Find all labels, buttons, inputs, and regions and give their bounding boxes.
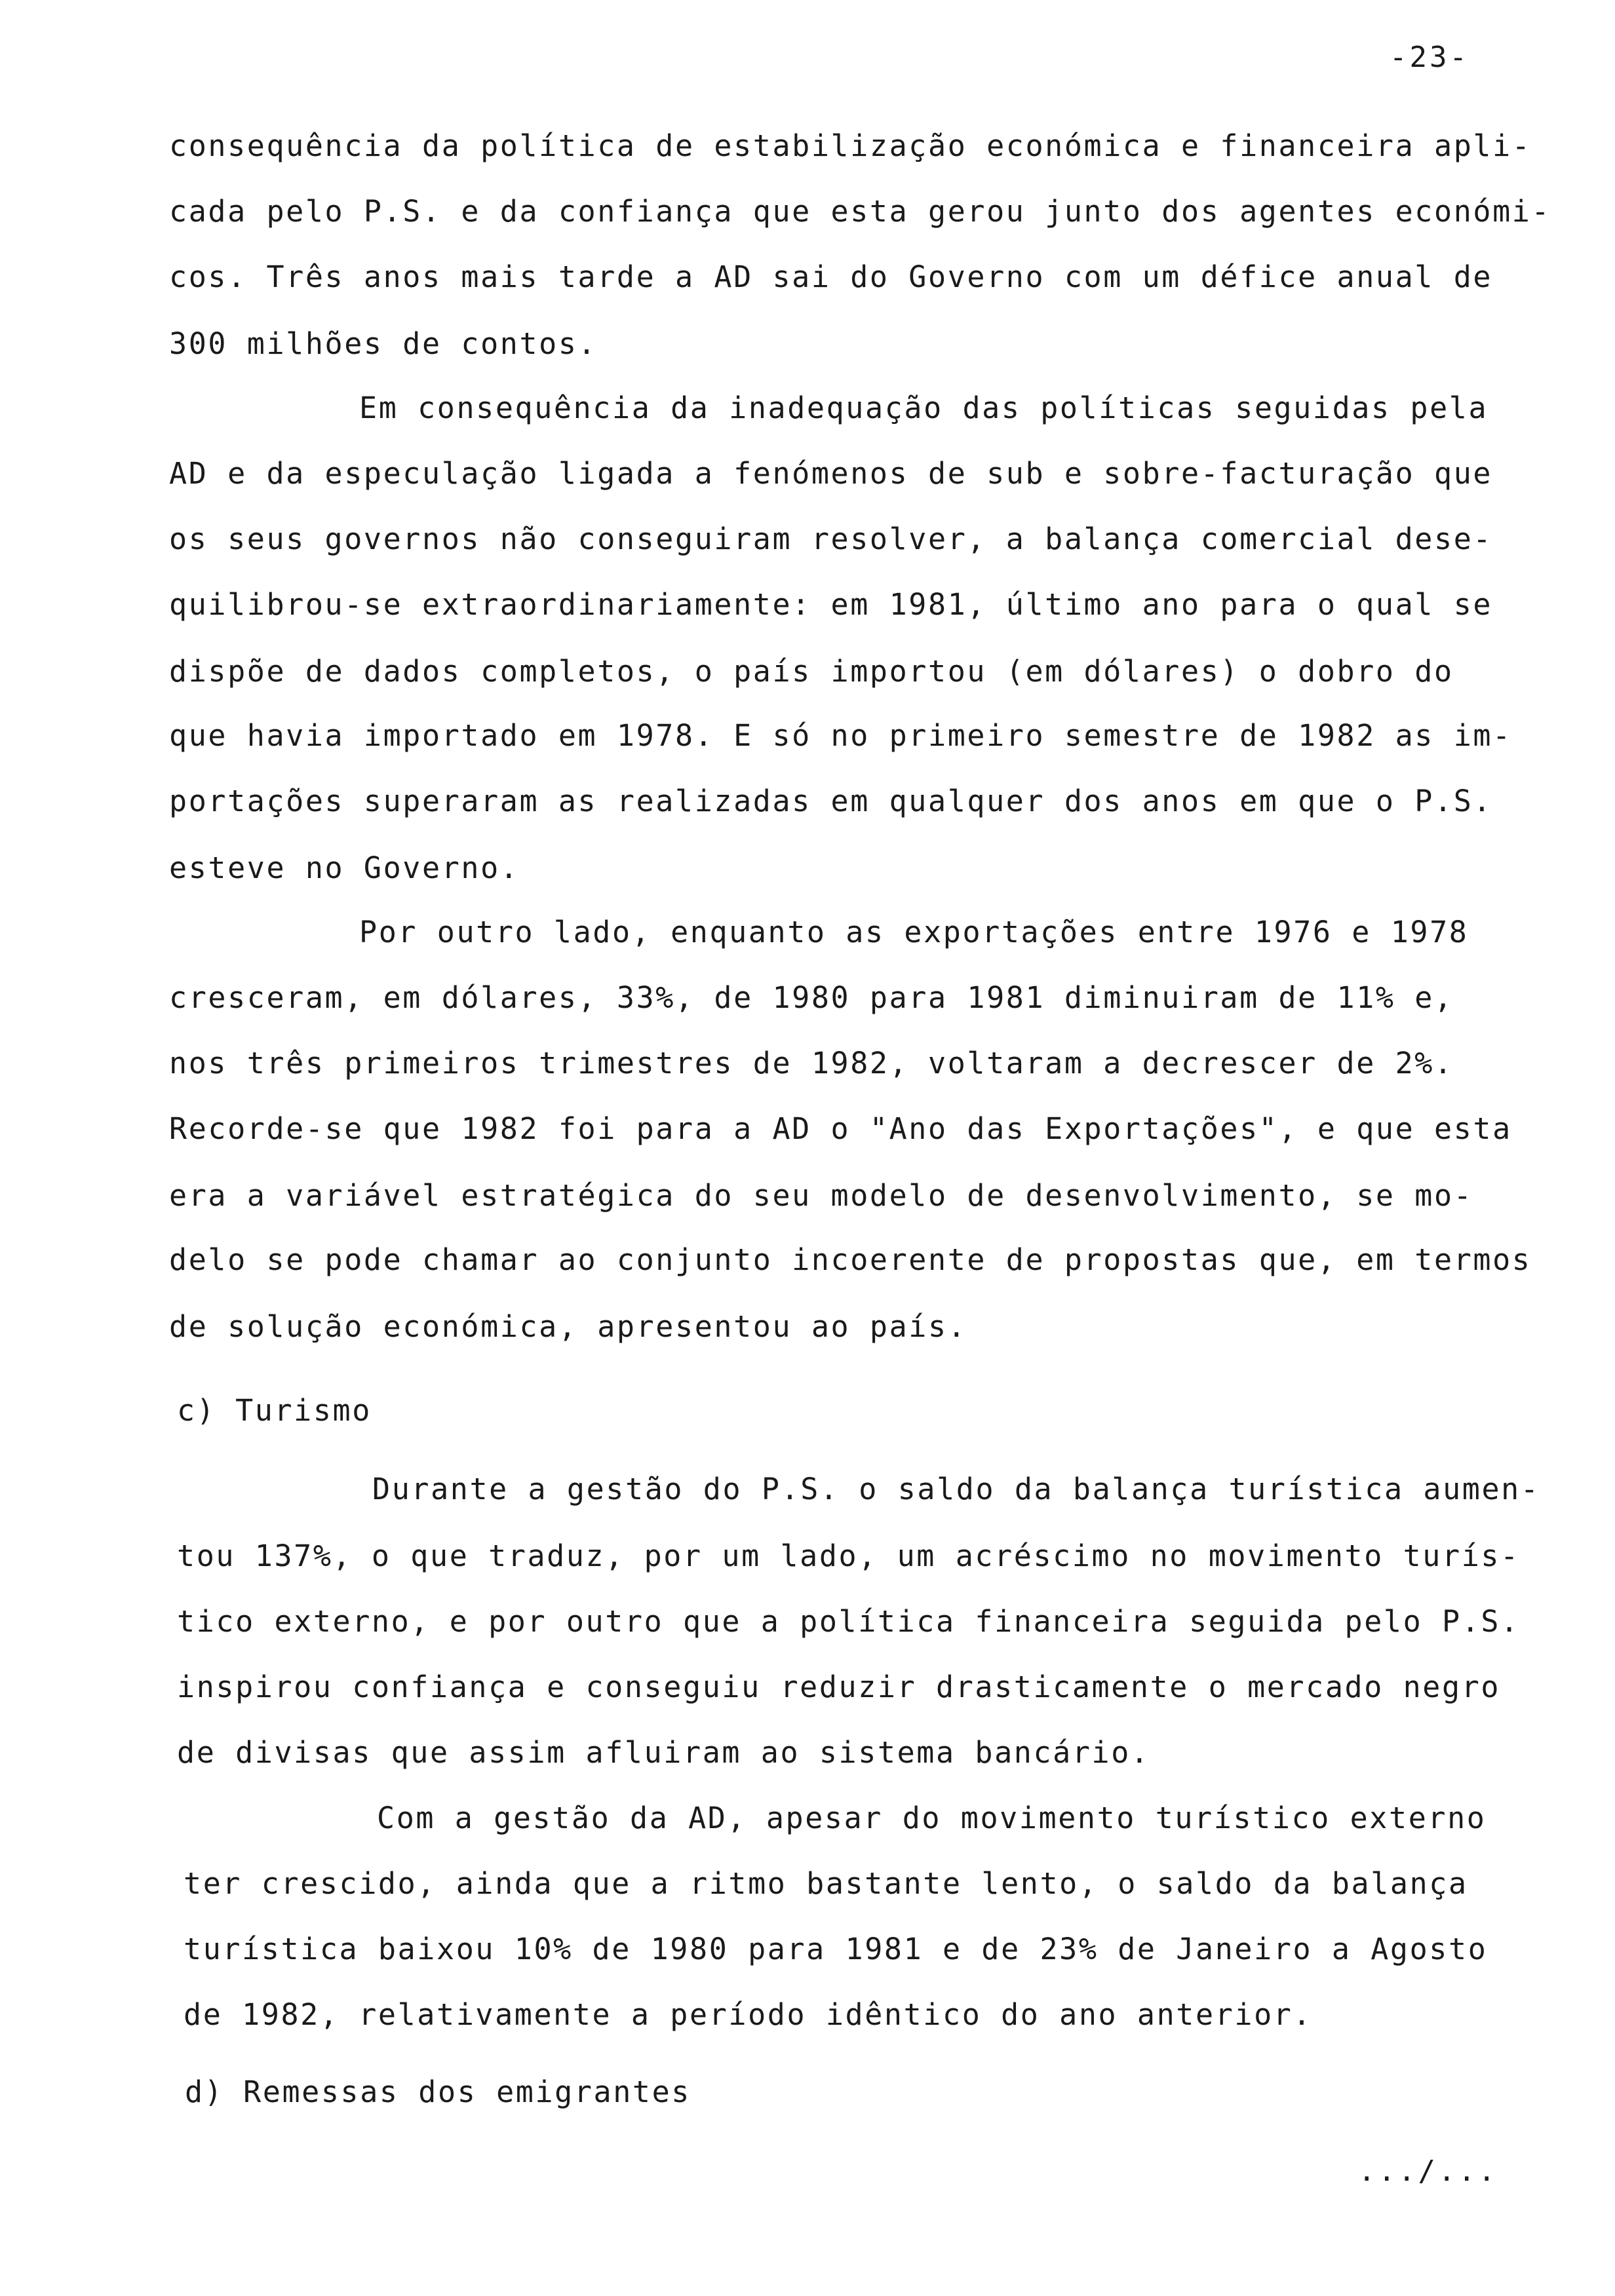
text-line: era a variável estratégica do seu modelo de desenvolvimento, se mo- xyxy=(169,1178,1473,1213)
text-line: quilibrou-se extraordinariamente: em 1981, último ano para o qual se xyxy=(169,587,1493,622)
text-line: que havia importado em 1978. E só no primeiro semestre de 1982 as im- xyxy=(169,718,1512,753)
text-line: tou 137%, o que traduz, por um lado, um acréscimo no movimento turís- xyxy=(177,1539,1520,1573)
text-line: cada pelo P.S. e da confiança que esta gerou junto dos agentes económi- xyxy=(169,194,1551,229)
text-line: inspirou confiança e conseguiu reduzir drasticamente o mercado negro xyxy=(177,1670,1501,1704)
text-line: portações superaram as realizadas em qualquer dos anos em que o P.S. xyxy=(169,784,1493,818)
page-number: -23- xyxy=(1390,41,1469,74)
text-line: cresceram, em dólares, 33%, de 1980 para 1981 diminuiram de 11% e, xyxy=(169,980,1454,1015)
paragraph-start: Durante a gestão do P.S. o saldo da balança turística aumen- xyxy=(372,1472,1540,1506)
text-line: dispõe de dados completos, o país importou (em dólares) o dobro do xyxy=(169,654,1454,689)
text-line: de divisas que assim afluiram ao sistema bancário. xyxy=(177,1735,1150,1770)
text-line: nos três primeiros trimestres de 1982, voltaram a decrescer de 2%. xyxy=(169,1046,1454,1081)
paragraph-start: Em consequência da inadequação das políticas seguidas pela xyxy=(359,391,1489,425)
paragraph-start: Por outro lado, enquanto as exportações entre 1976 e 1978 xyxy=(359,915,1469,949)
text-line: cos. Três anos mais tarde a AD sai do Governo com um défice anual de xyxy=(169,259,1493,294)
text-line: AD e da especulação ligada a fenómenos de sub e sobre-facturação que xyxy=(169,456,1493,491)
text-line: esteve no Governo. xyxy=(169,851,520,885)
section-heading-remittances: d) Remessas dos emigrantes xyxy=(185,2075,691,2109)
text-line: tico externo, e por outro que a política financeira seguida pelo P.S. xyxy=(177,1604,1520,1639)
text-line: consequência da política de estabilização económica e financeira apli- xyxy=(169,128,1532,163)
text-line: de solução económica, apresentou ao país. xyxy=(169,1309,967,1344)
text-line: Recorde-se que 1982 foi para a AD o "Ano das Exportações", e que esta xyxy=(169,1111,1512,1146)
continuation-marker: .../... xyxy=(1358,2154,1498,2188)
text-line: de 1982, relativamente a período idêntico do ano anterior. xyxy=(184,1997,1313,2032)
text-line: 300 milhões de contos. xyxy=(169,326,598,361)
paragraph-start: Com a gestão da AD, apesar do movimento turístico externo xyxy=(377,1801,1487,1835)
text-line: ter crescido, ainda que a ritmo bastante lento, o saldo da balança xyxy=(184,1866,1468,1901)
section-heading-tourism: c) Turismo xyxy=(177,1393,372,1428)
text-line: turística baixou 10% de 1980 para 1981 e de 23% de Janeiro a Agosto xyxy=(184,1932,1488,1966)
text-line: delo se pode chamar ao conjunto incoerente de propostas que, em termos xyxy=(169,1242,1532,1277)
text-line: os seus governos não conseguiram resolver, a balança comercial dese- xyxy=(169,522,1493,556)
